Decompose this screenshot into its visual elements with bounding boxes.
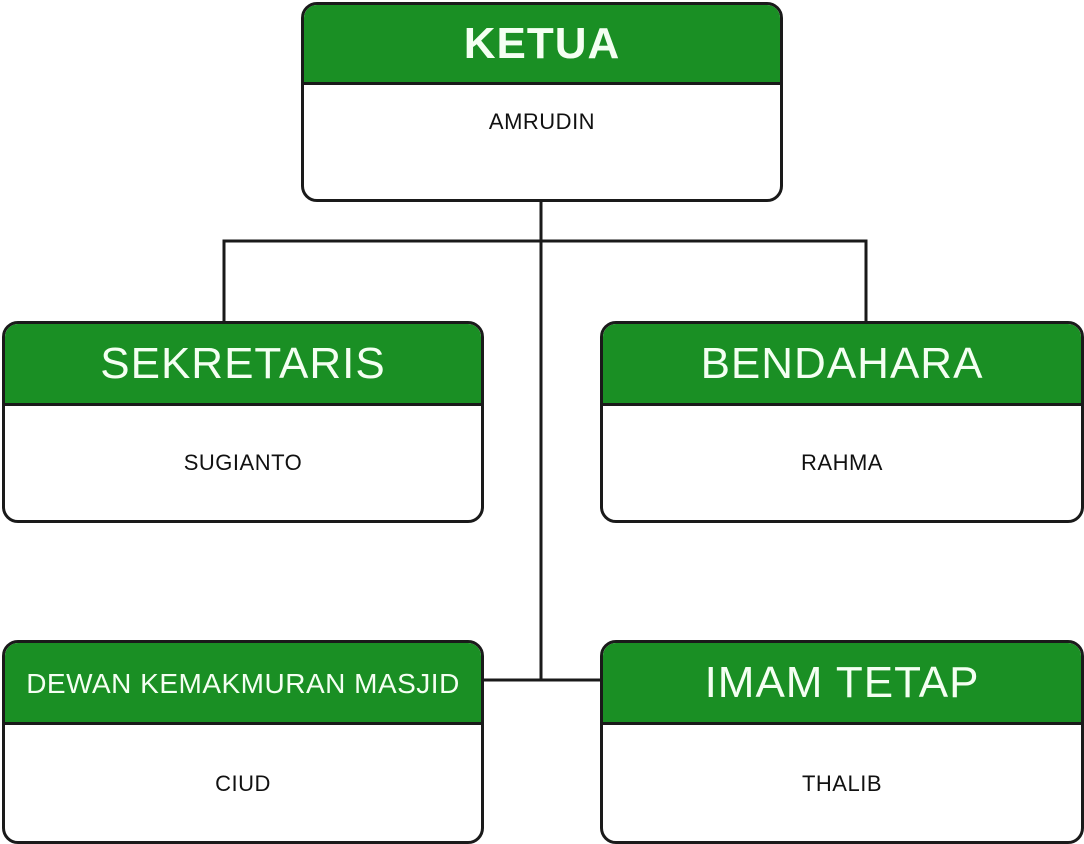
node-ketua-name: AMRUDIN (488, 109, 596, 134)
node-dewan-kemakmuran-masjid (2, 640, 484, 844)
node-bendahara (600, 321, 1084, 523)
node-sekretaris (2, 321, 484, 523)
node-imam-name: THALIB (801, 771, 883, 796)
node-dkm-name: CIUD (215, 771, 271, 796)
node-sekretaris-name: SUGIANTO (183, 450, 303, 475)
node-ketua (301, 2, 783, 202)
node-imam-title: IMAM TETAP (603, 643, 1081, 725)
node-dkm-title: DEWAN KEMAKMURAN MASJID (5, 643, 481, 725)
node-ketua-title: KETUA (304, 5, 780, 85)
node-sekretaris-title: SEKRETARIS (5, 324, 481, 406)
node-imam-tetap (600, 640, 1084, 844)
node-bendahara-name: RAHMA (801, 450, 883, 475)
node-bendahara-title: BENDAHARA (603, 324, 1081, 406)
